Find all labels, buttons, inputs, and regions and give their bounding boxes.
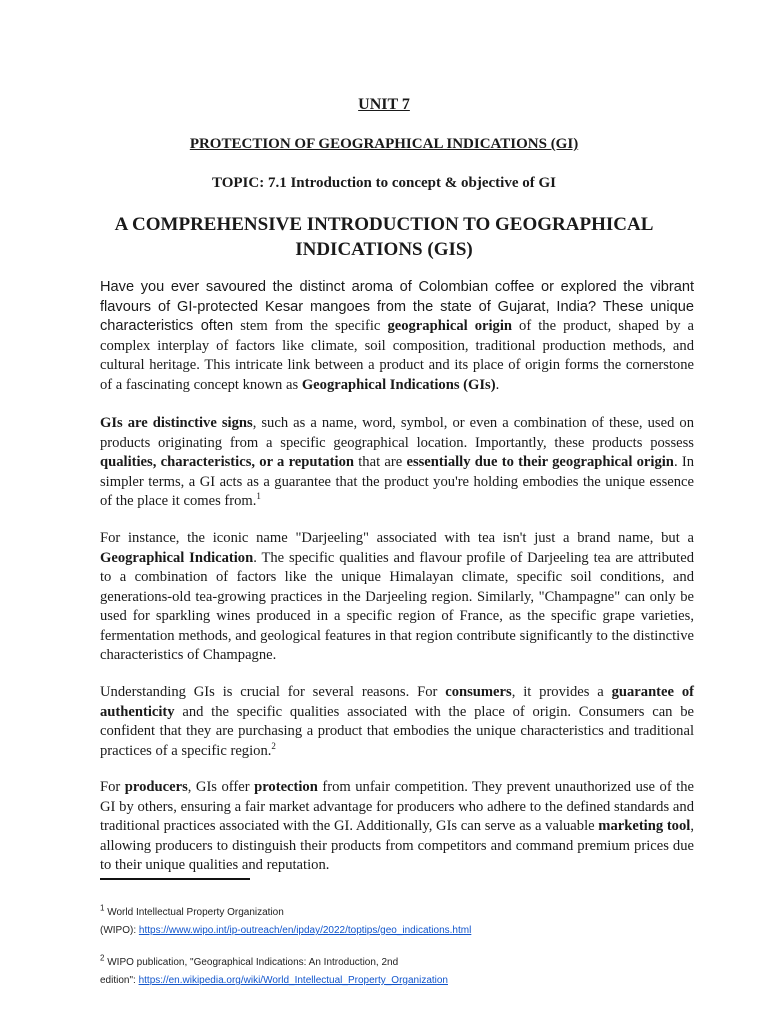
text: For instance, the iconic name "Darjeeling" associated with tea isn't just a brand name, but a bbox=[100, 530, 694, 546]
paragraph-intro-sans: Have you ever savoured the distinct aroma of Colombian coffee or explored the vibrant flavours of GI-protected Kesar mangoes from the state of Gujarat, India? These unique characteristics often bbox=[100, 279, 694, 334]
footnote-text: World Intellectual Property Organization bbox=[104, 907, 284, 918]
paragraph-examples bbox=[100, 529, 694, 666]
footnote-link-wikipedia[interactable]: https://en.wikipedia.org/wiki/World_Intellectual_Property_Organization bbox=[138, 975, 448, 986]
section-heading: PROTECTION OF GEOGRAPHICAL INDICATIONS (GI) bbox=[189, 136, 579, 152]
bold-text: geographical origin bbox=[387, 318, 513, 334]
footnote-text: WIPO publication, "Geographical Indications: An Introduction, 2nd bbox=[104, 957, 399, 968]
text: For bbox=[100, 779, 125, 795]
paragraph-definition bbox=[100, 414, 694, 512]
paragraph-intro bbox=[100, 278, 694, 395]
page-title-line2: INDICATIONS (GIS) bbox=[295, 239, 473, 260]
text: , it provides a bbox=[511, 684, 612, 700]
bold-text: essentially due to their geographical origin bbox=[406, 454, 674, 470]
bold-text: qualities, characteristics, or a reputation bbox=[100, 454, 354, 470]
paragraph-producers bbox=[100, 778, 694, 876]
bold-text: guarantee of authenticity bbox=[100, 684, 694, 720]
text: that are bbox=[354, 454, 407, 470]
footnote-text: (WIPO): bbox=[100, 925, 139, 936]
footnote-link-wipo[interactable]: https://www.wipo.int/ip-outreach/en/ipday/2022/toptips/geo_indications.html bbox=[138, 925, 472, 936]
footnote-number: 1 bbox=[100, 903, 105, 913]
text: from unfair competition. They prevent unauthorized use of the GI by others, ensuring a fair market advantage for producers who adhere to the defined standards and traditional practices associated with the GI. Additionally, GIs can serve as a valuable bbox=[100, 779, 695, 834]
text: , GIs offer bbox=[187, 779, 255, 795]
bold-text: Geographical Indications (GIs) bbox=[301, 376, 496, 393]
text: stem from the specific bbox=[240, 318, 388, 334]
text: of the product, shaped by a complex interplay of factors like climate, soil composition, traditional production methods, and cultural heritage. This intricate link between a product and its place of origin forms the cornerstone of a fascinating concept known as bbox=[100, 318, 694, 393]
bold-text: producers bbox=[124, 779, 188, 795]
text: . In simpler terms, a GI acts as a guarantee that the product you're holding embodies the unique essence of the place it comes from. bbox=[100, 454, 694, 509]
text: , such as a name, word, symbol, or even a combination of these, used on products originating from a specific geographical location. Importantly, these products possess bbox=[100, 415, 694, 451]
paragraph-consumers bbox=[100, 683, 694, 761]
topic-heading: TOPIC: 7.1 Introduction to concept & objective of GI bbox=[211, 175, 556, 191]
bold-text: GIs are distinctive signs bbox=[100, 415, 253, 431]
footnote-number: 2 bbox=[100, 953, 105, 963]
footnote-separator bbox=[100, 878, 250, 880]
text: Understanding GIs is crucial for several reasons. For bbox=[100, 684, 446, 700]
page-title bbox=[0, 212, 768, 262]
bold-text: Geographical Indication bbox=[100, 549, 254, 566]
text: . bbox=[495, 376, 500, 393]
footnote-reference-2[interactable]: 2 bbox=[271, 740, 276, 751]
bold-text: protection bbox=[254, 779, 318, 795]
bold-text: consumers bbox=[445, 684, 512, 700]
footnote-reference-1[interactable]: 1 bbox=[256, 491, 261, 502]
text: . The specific qualities and flavour profile of Darjeeling tea are attributed to a combination of factors like the unique Himalayan climate, specific soil conditions, and generations-old tea-growing practices in the Darjeeling region. Similarly, "Champagne" can only be used for sparkling wines produced in a specific region of France, as the specific grape varieties, fermentation methods, and geological features in that region contribute significantly to the distinctive characteristics of Champagne. bbox=[100, 549, 695, 663]
page-title-line1: A COMPREHENSIVE INTRODUCTION TO GEOGRAPHICAL bbox=[114, 214, 654, 235]
footnote-1 bbox=[100, 904, 700, 940]
text: , allowing producers to distinguish their products from competitors and command premium prices due to their unique qualities and reputation. bbox=[100, 818, 694, 873]
footnote-text: edition": bbox=[100, 975, 139, 986]
text: and the specific qualities associated with the place of origin. Consumers can be confident that they are purchasing a product that embodies the unique characteristics and traditional practices of a specific region. bbox=[100, 703, 694, 759]
bold-text: marketing tool bbox=[598, 818, 691, 834]
unit-heading: UNIT 7 bbox=[358, 96, 410, 113]
footnote-2 bbox=[100, 954, 700, 990]
